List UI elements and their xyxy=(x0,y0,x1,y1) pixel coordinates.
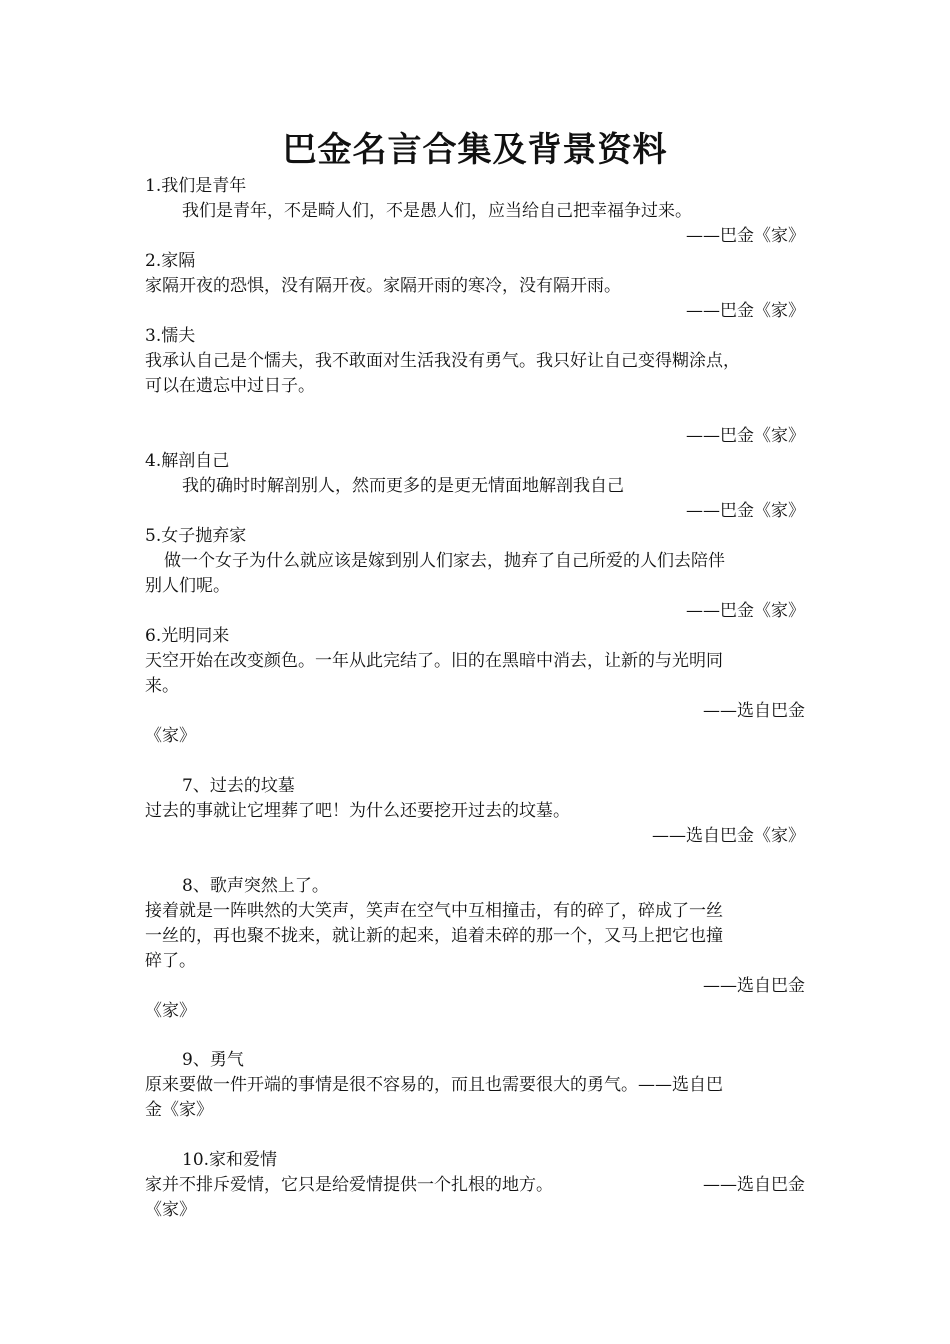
quote-7-body: 过去的事就让它埋葬了吧！为什么还要挖开过去的坟墓。 xyxy=(145,801,570,821)
quote-5-source: ——巴金《家》 xyxy=(686,601,805,621)
quote-7-heading: 7、过去的坟墓 xyxy=(182,776,295,796)
quote-6-source-line-1: ——选自巴金 xyxy=(703,701,805,721)
quote-4-source: ——巴金《家》 xyxy=(686,501,805,521)
quote-3-heading: 3.懦夫 xyxy=(145,326,196,346)
quote-2-source: ——巴金《家》 xyxy=(686,301,805,321)
quote-5-body-line-2: 别人们呢。 xyxy=(145,576,230,596)
quote-10-source-line-2: 《家》 xyxy=(145,1200,196,1220)
quote-9-body-line-1: 原来要做一件开端的事情是很不容易的，而且也需要很大的勇气。——选自巴 xyxy=(145,1075,723,1095)
quote-3-body-line-1: 我承认自己是个懦夫，我不敢面对生活我没有勇气。我只好让自己变得糊涂点， xyxy=(145,351,740,371)
quote-8-source-line-1: ——选自巴金 xyxy=(703,976,805,996)
quote-10-heading: 10.家和爱情 xyxy=(182,1150,278,1170)
quote-10-source-line-1: ——选自巴金 xyxy=(703,1175,805,1195)
document-title: 巴金名言合集及背景资料 xyxy=(282,130,668,170)
quote-1-heading: 1.我们是青年 xyxy=(145,176,247,196)
quote-9-heading: 9、勇气 xyxy=(182,1050,244,1070)
quote-8-body-line-2: 一丝的，再也聚不拢来，就让新的起来，追着未碎的那一个，又马上把它也撞 xyxy=(145,926,723,946)
quote-6-body-line-1: 天空开始在改变颜色。一年从此完结了。旧的在黑暗中消去，让新的与光明同 xyxy=(145,651,723,671)
quote-1-body: 我们是青年，不是畸人们，不是愚人们，应当给自己把幸福争过来。 xyxy=(182,201,692,221)
quote-8-body-line-3: 碎了。 xyxy=(145,951,196,971)
quote-5-heading: 5.女子抛弃家 xyxy=(145,526,247,546)
quote-9-body-line-2: 金《家》 xyxy=(145,1100,213,1120)
quote-10-body: 家并不排斥爱情，它只是给爱情提供一个扎根的地方。 xyxy=(145,1175,553,1195)
quote-2-body: 家隔开夜的恐惧，没有隔开夜。家隔开雨的寒冷，没有隔开雨。 xyxy=(145,276,621,296)
quote-6-body-line-2: 来。 xyxy=(145,676,179,696)
quote-6-source-line-2: 《家》 xyxy=(145,726,196,746)
quote-3-body-line-2: 可以在遗忘中过日子。 xyxy=(145,376,315,396)
quote-5-body-line-1: 做一个女子为什么就应该是嫁到别人们家去，抛弃了自己所爱的人们去陪伴 xyxy=(164,551,725,571)
quote-1-source: ——巴金《家》 xyxy=(686,226,805,246)
quote-4-body: 我的确时时解剖别人，然而更多的是更无情面地解剖我自己 xyxy=(182,476,624,496)
quote-3-source: ——巴金《家》 xyxy=(686,426,805,446)
quote-6-heading: 6.光明同来 xyxy=(145,626,230,646)
quote-8-body-line-1: 接着就是一阵哄然的大笑声，笑声在空气中互相撞击，有的碎了，碎成了一丝 xyxy=(145,901,723,921)
quote-2-heading: 2.家隔 xyxy=(145,251,196,271)
quote-8-source-line-2: 《家》 xyxy=(145,1001,196,1021)
quote-8-heading: 8、歌声突然上了。 xyxy=(182,876,329,896)
quote-4-heading: 4.解剖自己 xyxy=(145,451,230,471)
quote-7-source: ——选自巴金《家》 xyxy=(652,826,805,846)
